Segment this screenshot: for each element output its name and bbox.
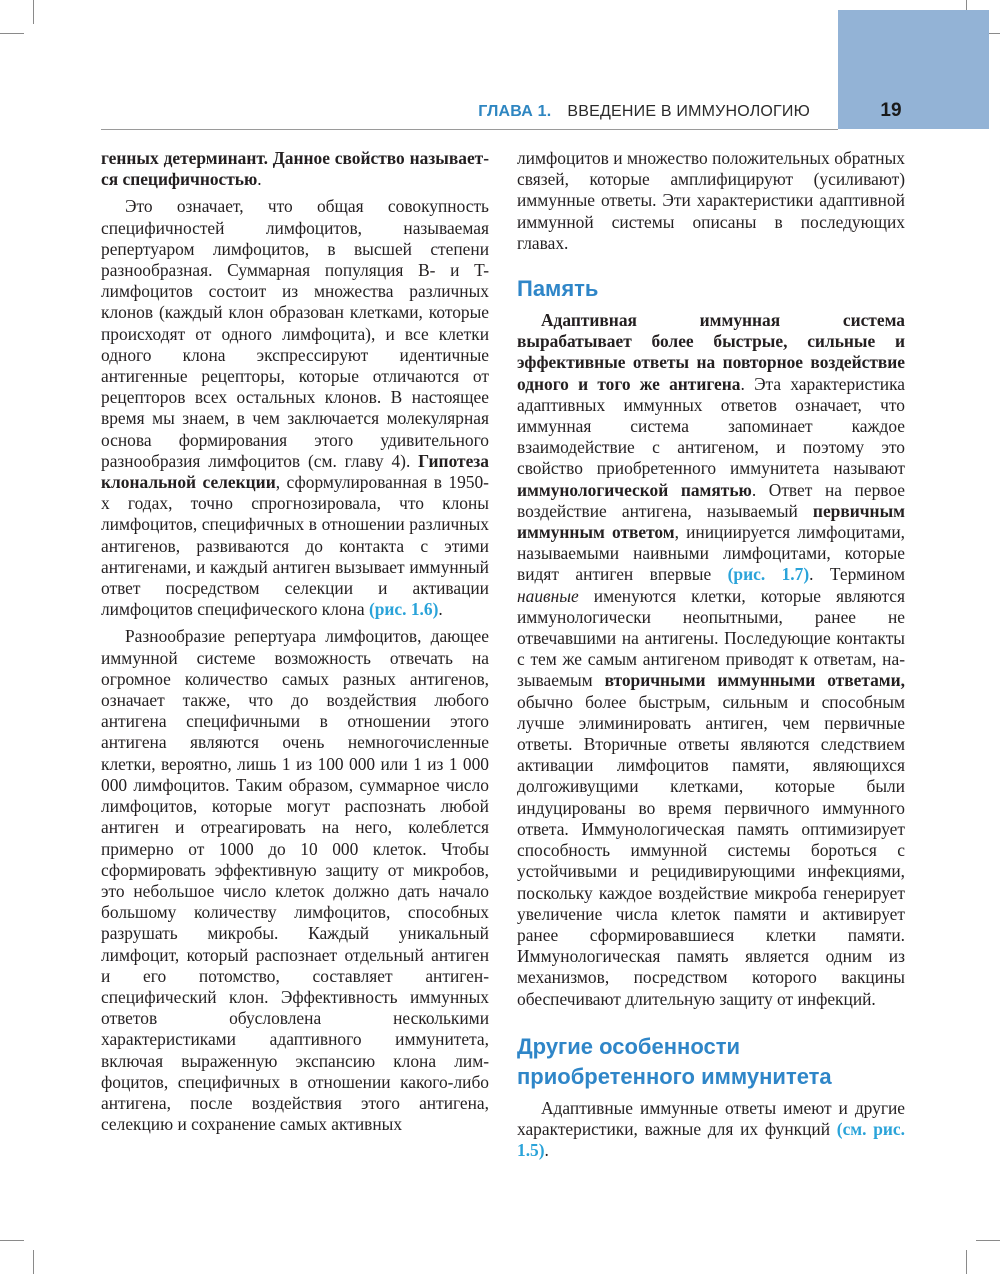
bold-term: иммунологической памятью bbox=[517, 479, 752, 500]
crop-mark bbox=[0, 1240, 24, 1241]
crop-mark bbox=[966, 1250, 967, 1274]
bold-term: генных детерминант. Данное свойство называется специфичностью bbox=[101, 148, 489, 190]
paragraph: Это означает, что общая совокупность специфичностей лимфоцитов, называемая репертуаром лимфоцитов, в высшей степени разнообразная. Суммарная популяция B- и T-лимфоцитов состоит из множества различных клонов (каждый клон образован клетками, которые происходят от одного лимфоцита), и все клетки одного клона экспрессируют идентичные антигенные рецепторы, которые отличаются от рецепторов всех остальных клонов. В настоящее время мы знаем, в чем заключается молекулярная основа формирования этого удивительного разнообразия лимфоцитов (см. главу 4). Гипотеза клональной селекции, сформулированная в 1950-х годах, точно спрогнозировала, что клоны лимфоцитов, специфичных в отношении различных антигенов, развиваются до контакта с этими антигенами, и каждый антиген вызывает иммунный ответ посредством селекции и активации лимфоцитов специфического клона (рис. 1.6). bbox=[101, 196, 489, 620]
paragraph: Адаптивная иммунная система вырабатывает более быстрые, сильные и эффективные ответы на повторное воздействие одного и того же антигена. Эта характеристика адаптивных иммунных ответов означает, что иммунная система запоминает каждое взаимодействие с антигеном, и поэтому это свойство приобретенного иммунитета называют иммунологической памятью. Ответ на первое воздействие антигена, называемый первичным иммунным ответом, инициируется лимфоцитами, называемыми наивными лимфоцитами, которые видят антиген впервые (рис. 1.7). Термином наивные именуются клетки, которые являются иммунологически неопытными, ранее не отвечавшими на антигены. Последующие контакты с тем же самым антигеном приводят к ответам, называемым вторичными иммунными ответами, обычно более быстрым, сильным и способным лучше элиминировать антиген, чем первичные ответы. Вторичные ответы являются следствием активации лимфоцитов памяти, являющихся долгоживущими клетками, которые были индуцированы во время первичного иммунного ответа. Иммунологическая память оптимизирует способность иммунной системы бороться с устойчивыми и рецидивирующими инфекциями, поскольку каждое воздействие микроба генерирует увеличение числа клеток памяти и активирует ранее сформировавшиеся клетки памяти. Иммунологическая память является одним из механизмов, посредством которого вакцины обеспечивают длительную защиту от инфекций. bbox=[517, 310, 905, 1009]
figure-reference-link[interactable]: (см. рис. 1.5) bbox=[517, 1118, 905, 1161]
header-rule bbox=[101, 129, 838, 130]
bold-term: первичным иммунным ответом bbox=[517, 500, 905, 543]
crop-mark bbox=[33, 0, 34, 24]
bold-term: Адаптивная иммунная система вырабатывает более быстрые, сильные и эффективные ответы на повторное воздействие одного и того же антигена bbox=[517, 310, 905, 394]
bold-term: вторичными иммунными ответами, bbox=[604, 670, 905, 691]
right-column bbox=[517, 148, 905, 1161]
paragraph: генных детерминант. Данное свойство называется специфичностью. bbox=[101, 148, 489, 190]
paragraph: Разнообразие репертуара лимфоцитов, дающее иммунной системе возможность отвечать на огромное количество самых разных антигенов, означает также, что до воздействия любого антигена специфичными в отношении этого антигена являются очень немногочисленные клетки, вероятно, лишь 1 из 100 000 или 1 из 1 000 000 лимфоцитов. Таким образом, суммарное число лимфоцитов, которые могут распознать любой антиген и отреагировать на него, колеблется примерно от 1000 до 10 000 клеток. Чтобы сформировать эффективную защиту от микробов, это небольшое число клеток должно дать начало большому количеству лимфоцитов, способных разрушать микробы. Каждый уникальный лимфоцит, который распознает отдельный антиген и его потомство, составляет антиген-специфический клон. Эффективность иммунных ответов обусловлена несколькими характеристиками адаптивного иммунитета, включая выраженную экспансию клона лимфоцитов, специфичных в отношении какого-либо антигена, после воздействия этого антигена, селекцию и сохранение самых активных bbox=[101, 626, 489, 1135]
italic-term: наивные bbox=[517, 585, 579, 606]
chapter-title: ВВЕДЕНИЕ В ИММУНОЛОГИЮ bbox=[567, 103, 810, 120]
figure-reference-link[interactable]: (рис. 1.7) bbox=[727, 564, 810, 585]
bold-term: Гипотеза клональной селекции bbox=[101, 450, 489, 493]
page-number: 19 bbox=[880, 100, 902, 121]
paragraph: лимфоцитов и множество положительных обратных связей, которые амплифицируют (усиливают) иммунные ответы. Эти характеристики адаптивной иммунной системы описаны в последующих главах. bbox=[517, 148, 905, 253]
running-head bbox=[478, 103, 810, 121]
figure-reference-link[interactable]: (рис. 1.6) bbox=[368, 599, 439, 620]
crop-mark bbox=[0, 33, 24, 34]
section-heading-other-features: Другие особенности приобретенного иммунитета bbox=[517, 1033, 832, 1089]
section-heading-memory: Память bbox=[517, 276, 599, 302]
left-column bbox=[101, 148, 489, 1135]
crop-mark bbox=[33, 1250, 34, 1274]
chapter-label: ГЛАВА 1. bbox=[478, 103, 552, 120]
crop-mark bbox=[976, 1240, 1000, 1241]
paragraph: Адаптивные иммунные ответы имеют и другие характеристики, важные для их функций (см. рис. 1.5). bbox=[517, 1097, 905, 1161]
